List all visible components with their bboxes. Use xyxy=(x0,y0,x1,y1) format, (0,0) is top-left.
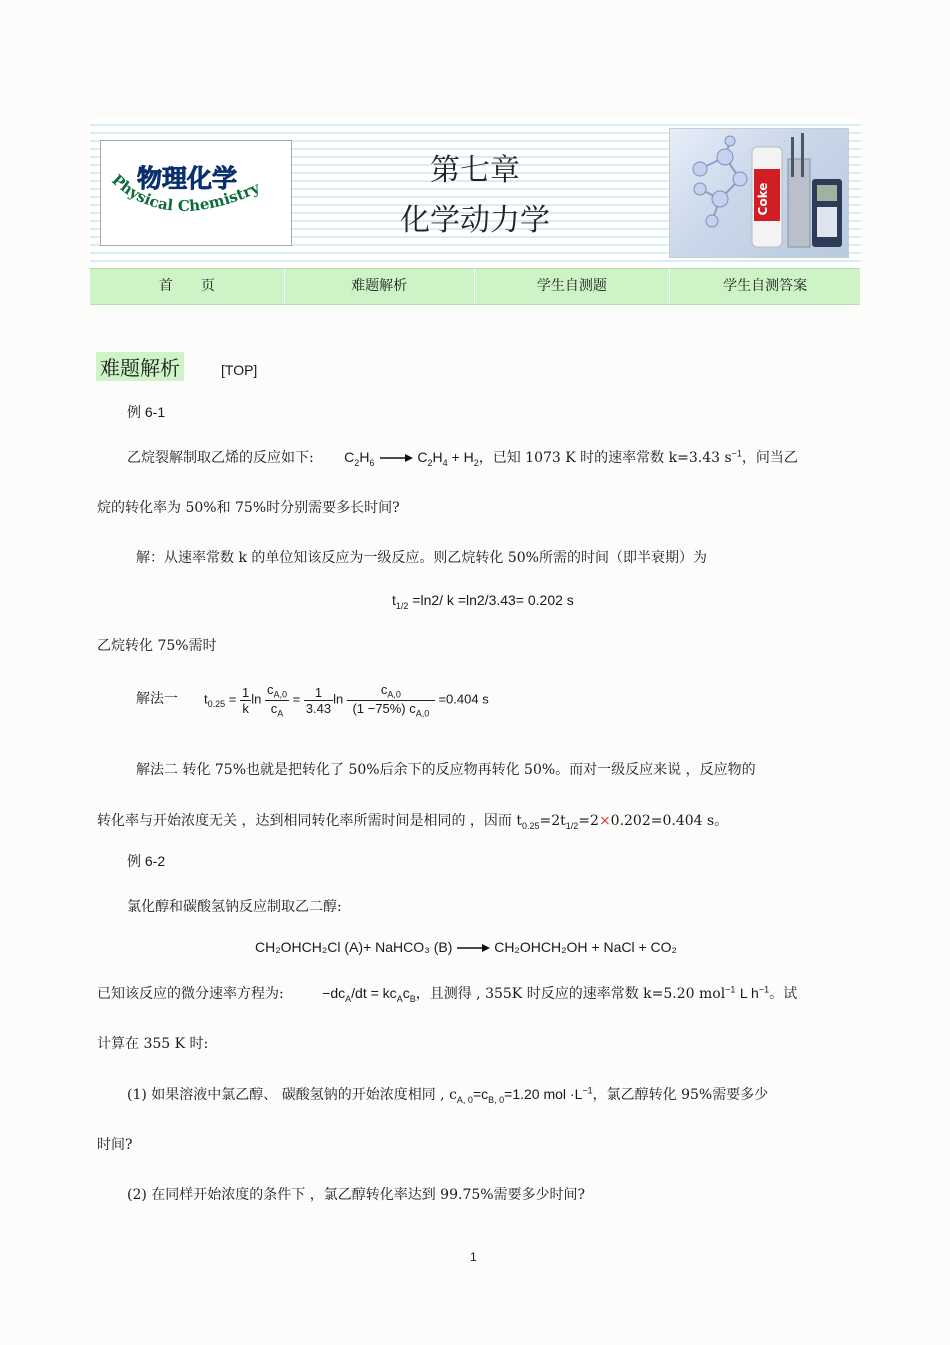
question-1: (1) 如果溶液中氯乙醇、 碳酸氢钠的开始浓度相同 , $c_{A, 0}=c_{B, 0}=1.20$ mol $\cdot L^{-1}$，氯乙醇转化 95%需要多少 xyxy=(127,1085,769,1105)
solution-intro: 解：从速率常数 k 的单位知该反应为一级反应。则乙烷转化 50%所需的时间（即半衰期）为 xyxy=(136,550,707,566)
question-1-cont: 时间? xyxy=(97,1137,133,1153)
physical-chemistry-logo[interactable] xyxy=(100,140,292,246)
question-2: (2) 在同样开始浓度的条件下 ，氯乙醇转化率达到 99.75%需要多少时间? xyxy=(127,1187,586,1203)
method-2-line-2: 转化率与开始浓度无关 ，达到相同转化率所需时间是相同的 ，因而 $t_{0.25}=2t_{1/2}=2\times 0.202=0.404$ s。 xyxy=(97,813,729,831)
method-1-equation: $t_{0.25}$ = $\frac{1}{k}$ ln $\frac{c_{A,0}}{c_A}$ = $\frac{1}{3.43}$ ln $\frac{c_{A,0}}{(1 -75\%) c_{A,0}}$ =0.404 s xyxy=(204,682,489,719)
reaction-arrow-2-icon xyxy=(456,943,490,953)
conversion-75-text: 乙烷转化 75%需时 xyxy=(97,638,217,654)
nav-self-test-answers[interactable]: 学生自测答案 xyxy=(723,278,808,294)
nav-bar xyxy=(90,268,860,305)
chemistry-photo xyxy=(669,128,849,258)
nav-self-test[interactable]: 学生自测题 xyxy=(475,269,671,304)
reaction-products: $C_2H_4 + H_2$ xyxy=(417,449,479,468)
example-1-paragraph-2: 烷的转化率为 50%和 75%时分别需要多长时间? xyxy=(97,500,400,516)
coke-label: Coke xyxy=(756,182,770,216)
example-2-label: 例 6-2 xyxy=(127,853,166,869)
example-1-label: 例 6-1 xyxy=(127,404,166,420)
nav-home[interactable]: 首 页 xyxy=(90,269,285,304)
reaction-arrow-icon xyxy=(379,453,413,463)
method-1-label: 解法一 xyxy=(136,691,178,707)
logo-graphic xyxy=(101,141,291,245)
top-link[interactable]: [TOP] xyxy=(221,362,258,378)
ex1-text-b: ，已知 1073 K 时的速率常数 k=3.43 s xyxy=(478,450,732,466)
ex1-text-c: ，问当乙 xyxy=(741,450,798,466)
page-header xyxy=(90,118,860,268)
method-2-line-1: 解法二 转化 75%也就是把转化了 50%后余下的反应物再转化 50%。而对一级反应来说 ，反应物的 xyxy=(136,762,756,778)
calc-at-355k: 计算在 355 K 时: xyxy=(97,1036,209,1052)
half-life-equation: $t_{1/2} =\ln 2/$ k =ln2/3.43= 0.202 s xyxy=(392,592,574,611)
method-1-result: =0.404 s xyxy=(438,691,489,707)
reaction-ethane: $C_2H_6$ xyxy=(344,449,375,468)
example-2-paragraph-1: 氯化醇和碳酸氢钠反应制取乙二醇: xyxy=(127,899,342,915)
logo-cn-text: 物理化学 xyxy=(137,164,238,193)
section-title: 难题解析 xyxy=(96,352,184,381)
example-1-paragraph-1: 乙烷裂解制取乙烯的反应如下: $C_2H_6$ $C_2H_4 + H_2$，已知 1073 K 时的速率常数 k=3.43 $s^{-1}$，问当乙 xyxy=(127,448,798,468)
logo-en-text: Physical Chemistry xyxy=(108,170,263,216)
photo-graphic xyxy=(670,129,848,257)
chapter-name: 化学动力学 xyxy=(400,203,550,238)
chapter-title xyxy=(340,146,610,246)
chapter-number: 第七章 xyxy=(430,153,520,188)
nav-problem-analysis[interactable]: 难题解析 xyxy=(285,269,475,304)
ex1-text-a: 乙烷裂解制取乙烯的反应如下: xyxy=(127,450,314,466)
rate-equation-line: 已知该反应的微分速率方程为: $-dc_A/dt = kc_Ac_B$，且测得 , 355K 时反应的速率常数 k=5.20 mol$^{-1}$ L $h^{-1}$。试 xyxy=(97,984,798,1004)
reaction-equation-2: CH₂OHCH₂Cl (A)+ NaHCO₃ (B) CH₂OHCH₂OH + NaCl + CO₂ xyxy=(255,939,677,955)
page-number: 1 xyxy=(470,1250,477,1264)
